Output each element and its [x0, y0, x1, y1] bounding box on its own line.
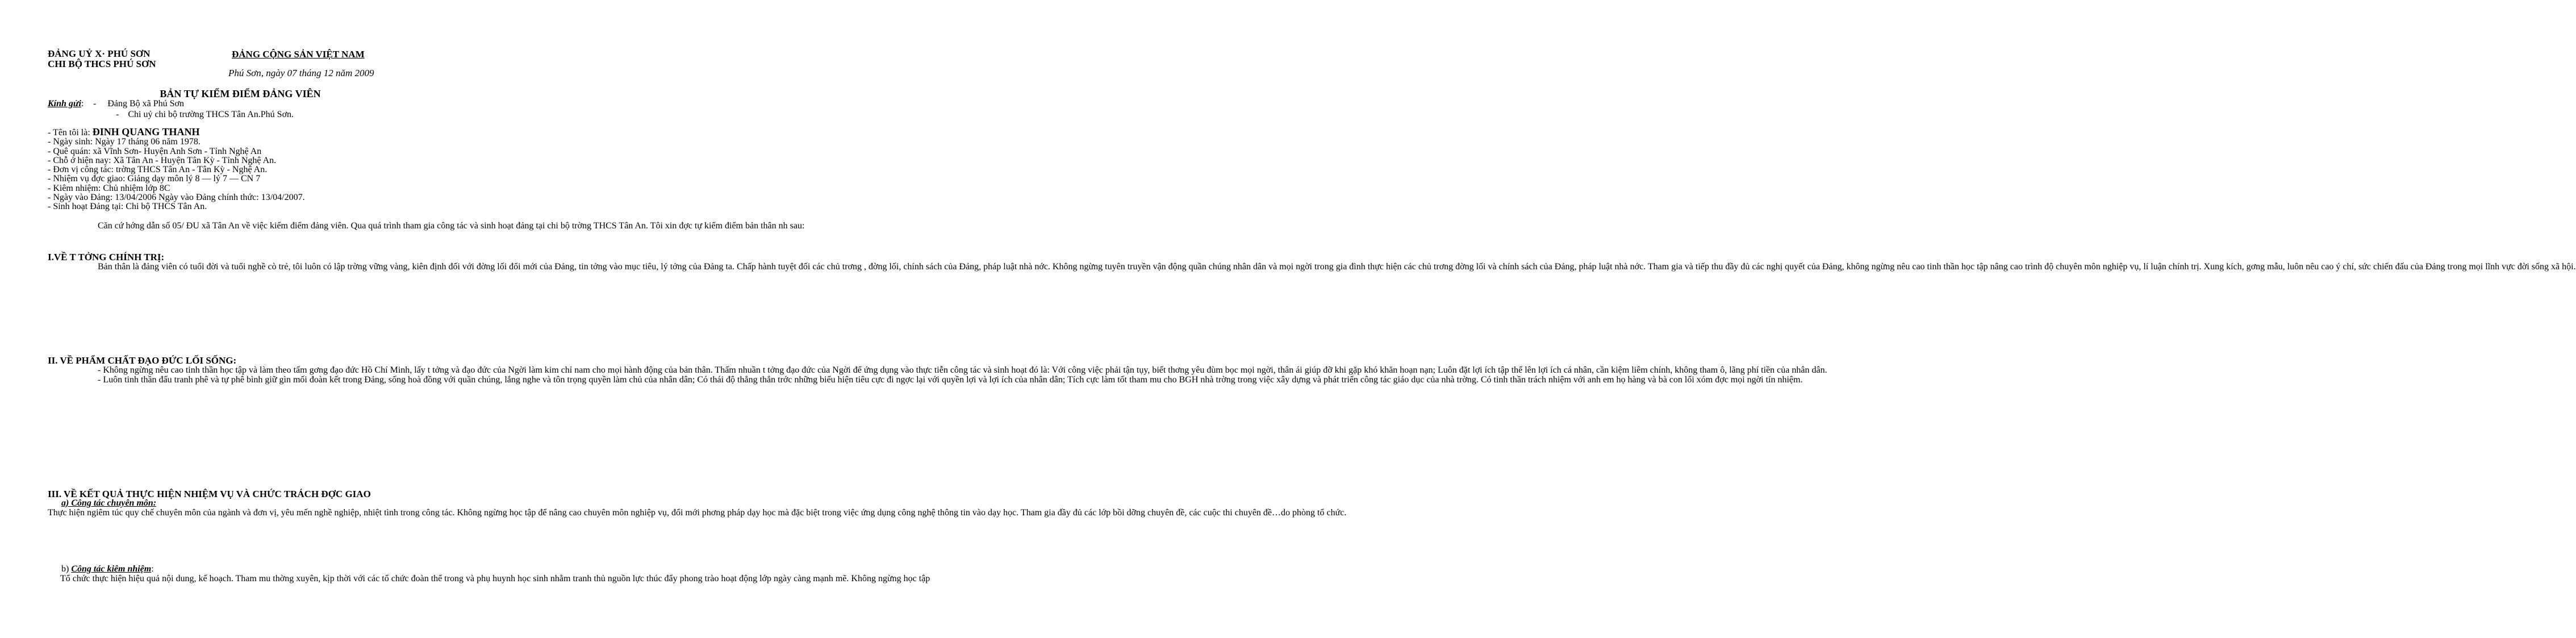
info-row: - Quê quán: xã Vĩnh Sơn- Huyện Anh Sơn - Tỉnh Nghệ An: [48, 146, 262, 156]
section-3-title: III. VỀ KẾT QUẢ THỰC HIỆN NHIỆM VỤ VÀ CHỨC TRÁCH ĐỢC GIAO: [48, 489, 371, 499]
subsection-a-title: [61, 498, 156, 508]
intro-text: Căn cứ hớng dẫn số 05/ ĐU xã Tân An về việc kiểm điểm đảng viên. Qua quá trình tham gia công tác và sinh hoạt đảng tại chi bộ trờng THCS Tân An. Tôi xin đợc tự kiểm điểm bản thân nh sau:: [98, 221, 805, 231]
section-2-title: II. VỀ PHẨM CHẤT ĐẠO ĐỨC LỐI SỐNG:: [48, 355, 237, 366]
section-2-text-2: - Luôn tinh thần đấu tranh phê và tự phê bình giữ gìn mối đoàn kết trong Đảng, sống hoà đồng với quần chúng, lắng nghe và tôn trọng quyền làm chủ của nhân dân; Có thái độ thẳng thắn trớc những biểu hiện tiêu cực đi ngợc lại với quyền lợi và lợi ích của nhân dân; Tích cực làm tốt tham mu cho BGH nhà trờng trong việc xây dựng và phát triển công tác giáo dục của nhà trờng. Có tinh thần trách nhiệm với anh em họ hàng và bà con lối xóm đợc mọi ngời tín nhiệm.: [98, 375, 1803, 385]
subsection-b-label: Công tác kiêm nhiệm: [71, 564, 152, 574]
section-1-body: [48, 262, 2576, 272]
section-1-title: I.VỀ T TỞNG CHÍNH TRỊ:: [48, 252, 165, 262]
subsection-b-colon: :: [151, 564, 154, 574]
recipient-item: - Đảng Bộ xã Phú Sơn: [93, 99, 185, 109]
subsection-b-text: Tổ chức thực hiện hiệu quả nội dung, kế hoạch. Tham mu thờng xuyên, kịp thời với các tổ chức đoàn thể trong và phụ huynh học sinh nhằm tranh thủ nguồn lực thúc đẩy phong trào hoạt động lớp ngày càng mạnh mẽ. Không ngừng học tập: [60, 574, 930, 583]
info-row: - Nhiệm vụ đợc giao: Giảng dạy môn lý 8 — lý 7 — CN 7: [48, 174, 261, 184]
subsection-a-body: [48, 508, 1347, 518]
subsection-a-text: Thực hiện ngiêm túc quy chế chuyên môn của ngành và đơn vị, yêu mến nghề nghiệp, nhiệt tình trong công tác. Không ngừng học tập để nâng cao chuyên môn nghiệp vụ, đổi mới phơng pháp dạy học mà đặc biệt trong việc ứng dụng công nghệ thông tin vào dạy học. Tham gia đầy đủ các lớp bồi dỡng chuyên đề, các cuộc thi chuyên đề…do phòng tổ chức.: [48, 508, 1347, 518]
info-row: - Sinh hoạt Đảng tại: Chi bộ THCS Tân An.: [48, 202, 207, 212]
name-label: - Tên tôi là:: [48, 128, 93, 137]
party-cell-name: CHI BỘ THCS PHÚ SƠN: [48, 59, 156, 69]
section-1-text: Bản thân là đảng viên có tuổi đời và tuổi nghề cò trẻ, tôi luôn có lập trờng vững vàng, kiên định đối với đờng lối đổi mới của Đảng, tin tởng vào mục tiêu, lý tởng của Đảng ta. Chấp hành tuyệt đối các chủ trơng , đờng lối, chính sách của Đảng, pháp luật nhà nớc. Không ngừng tuyên truyền vận động quần chúng nhân dân và mọi ngời trong gia đình thực hiện các chủ trơng đờng lối và chính sách của Đảng, pháp luật nhà nớc. Tham gia và tiếp thu đầy đủ các nghị quyết của Đảng, không ngừng nêu cao tinh thần học tập nâng cao trình độ chuyên môn nghiệp vụ, lí luận chính trị. Xung kích, gơng mẫu, luôn nêu cao ý chí, sức chiến đấu của Đảng trong mọi lĩnh vực đời sống xã hội.: [98, 262, 2576, 272]
document-date: Phú Sơn, ngày 07 tháng 12 năm 2009: [228, 68, 374, 78]
recipients-colon: :: [81, 99, 84, 109]
party-committee-header: [48, 49, 156, 69]
recipient-text: Đảng Bộ xã Phú Sơn: [107, 99, 185, 109]
subsection-b-body: [48, 574, 930, 583]
recipients-label: Kính gửi: [48, 99, 81, 109]
info-row: - Ngày sinh: Ngày 17 tháng 06 năm 1978.: [48, 137, 201, 147]
info-row: - Chỗ ở hiện nay: Xã Tân An - Huyện Tân Kỳ - Tỉnh Nghệ An.: [48, 155, 277, 165]
subsection-b-prefix: b): [61, 564, 72, 574]
section-2-text-1: - Không ngừng nêu cao tinh thần học tập và làm theo tấm gơng đạo đức Hồ Chí Minh, lấy t tởng và đạo đức của Ngời làm kim chỉ nam cho mọi hành động của bản thân. Thấm nhuần t tởng đạo đức của Ngời để ứng dụng vào thực tiễn công tác và sinh hoạt đó là: Với công việc phải tận tụy, biết thơng yêu đùm bọc mọi ngời, thân ái giúp đỡ khi gặp khó khăn hoạn nạn; Luôn đặt lợi ích tập thể lên lợi ích cá nhân, cần kiệm liêm chính, không tham ô, lãng phí tiền của nhân dân.: [98, 365, 1827, 375]
recipient-text: Chi uỷ chi bộ trường THCS Tân An.Phú Sơn.: [128, 110, 294, 119]
recipient-item: - Chi uỷ chi bộ trường THCS Tân An.Phú Sơn.: [116, 110, 294, 119]
section-2-body: [48, 365, 1827, 385]
info-row: - Đơn vị công tác: trờng THCS Tân An - Tân Kỳ - Nghệ An.: [48, 165, 268, 175]
info-row: - Kiêm nhiệm: Chủ nhiệm lớp 8C: [48, 183, 170, 193]
info-name-row: [48, 127, 305, 137]
intro-paragraph: [48, 221, 805, 231]
subsection-a-label: a) Công tác chuyên môn:: [61, 498, 157, 508]
recipients-block: [48, 98, 332, 121]
party-committee-name: ĐẢNG UỶ X· PHÚ SƠN: [48, 48, 151, 59]
personal-info: [48, 127, 305, 212]
national-party-title: ĐẢNG CỘNG SẢN VIỆT NAM: [232, 49, 365, 60]
subsection-b-title: [61, 564, 154, 574]
member-name: ĐINH QUANG THANH: [92, 126, 200, 137]
info-row: - Ngày vào Đảng: 13/04/2006 Ngày vào Đảng chính thức: 13/04/2007.: [48, 193, 305, 203]
document-title: BẢN TỰ KIỂM ĐIỂM ĐẢNG VIÊN: [160, 88, 321, 99]
